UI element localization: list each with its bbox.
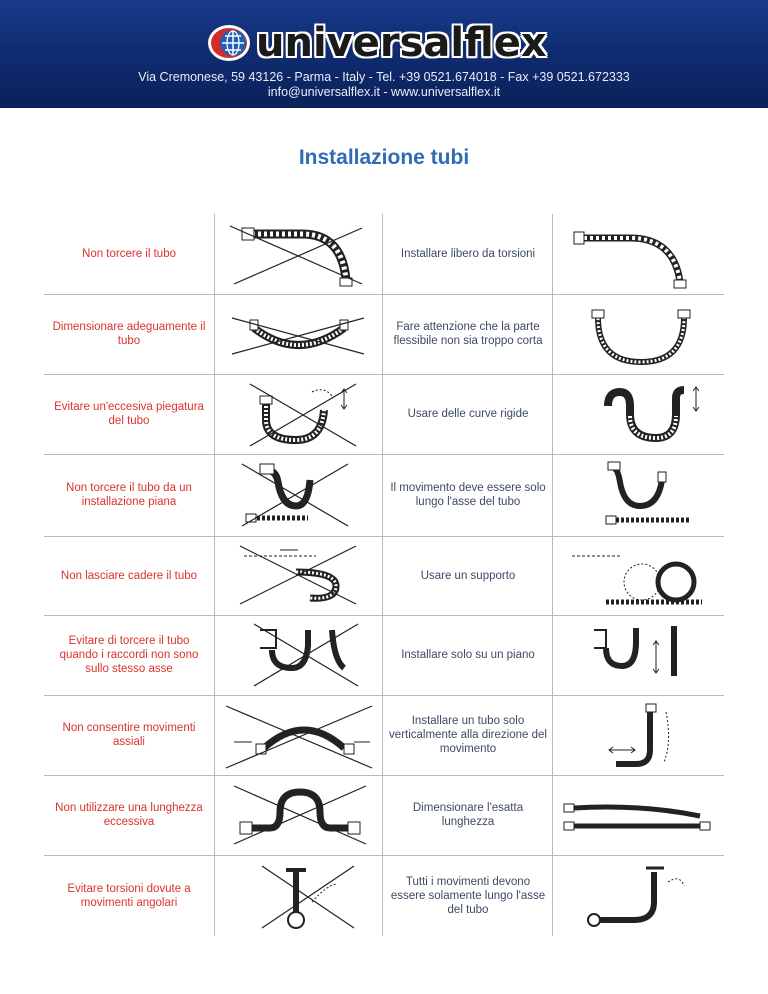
axial-movement-illustration [600, 460, 700, 528]
excessive-length-illustration [230, 782, 370, 848]
row-divider [552, 294, 724, 295]
row-divider [552, 454, 724, 455]
right-instruction: Dimensionare l'esatta lunghezza [412, 802, 524, 828]
right-instruction: Usare delle curve rigide [407, 408, 529, 420]
right-instruction: Installare un tubo solo verticalmente alla direzione del movimento [389, 715, 547, 755]
row-divider [552, 536, 724, 537]
right-instruction: Usare un supporto [420, 569, 516, 582]
company-contacts: info@universalflex.it - www.universalflex.it [267, 85, 501, 99]
hose-flat-twist-illustration [238, 460, 368, 530]
hose-support-illustration [566, 546, 710, 608]
hose-drop-illustration [236, 542, 366, 608]
right-instruction: Installare solo su un piano [401, 649, 535, 661]
exact-length-illustration [560, 800, 716, 836]
wrong-instruction: Non consentire movimenti assiali [62, 722, 196, 748]
row-divider [552, 695, 724, 696]
right-instruction: Fare attenzione che la parte flessibile non sia troppo corta [393, 321, 543, 347]
wrong-instruction: Non utilizzare una lunghezza eccessiva [55, 802, 203, 828]
row-divider [552, 615, 724, 616]
wrong-instruction: Non torcere il tubo da un installazione piana [66, 482, 192, 508]
column-divider [382, 214, 383, 936]
row-divider [552, 374, 724, 375]
right-instruction: Tutti i movimenti devono essere solamente lungo l'asse del tubo [390, 875, 546, 916]
row-divider [552, 855, 724, 856]
column-divider [214, 214, 215, 936]
angular-movement-illustration [256, 862, 360, 932]
wrong-instruction: Evitare torsioni dovute a movimenti angolari [67, 882, 191, 909]
hose-short-wrong-illustration [228, 314, 368, 360]
wrong-instruction: Dimensionare adeguamente il tubo [52, 321, 206, 347]
axial-movement-wrong-illustration [224, 702, 374, 770]
company-address: Via Cremonese, 59 43126 - Parma - Italy - Tel. +39 0521.674018 - Fax +39 0521.672333 [138, 70, 630, 84]
column-divider [552, 214, 553, 936]
right-instruction: Installare libero da torsioni [400, 248, 536, 260]
rigid-elbow-illustration [598, 380, 706, 450]
hose-loop-correct-illustration [586, 306, 696, 368]
wrong-instruction: Evitare di torcere il tubo quando i raccordi non sono sullo stesso asse [59, 635, 199, 675]
vertical-hose-illustration [606, 702, 702, 772]
hose-twisted-illustration [222, 222, 372, 288]
single-plane-illustration [578, 622, 702, 690]
hose-overbent-illustration [246, 380, 366, 448]
page-title: Installazione tubi [298, 146, 470, 169]
hose-correct-illustration [570, 224, 710, 290]
misaligned-fittings-illustration [252, 620, 362, 690]
axis-movement-illustration [584, 862, 700, 932]
brand-wordmark: universalflex [256, 20, 547, 66]
wrong-instruction: Evitare un'eccesiva piegatura del tubo [54, 401, 204, 427]
right-instruction: Il movimento deve essere solo lungo l'asse del tubo [390, 482, 546, 508]
wrong-instruction: Non torcere il tubo [82, 248, 176, 260]
row-divider [552, 775, 724, 776]
wrong-instruction: Non lasciare cadere il tubo [60, 569, 198, 582]
